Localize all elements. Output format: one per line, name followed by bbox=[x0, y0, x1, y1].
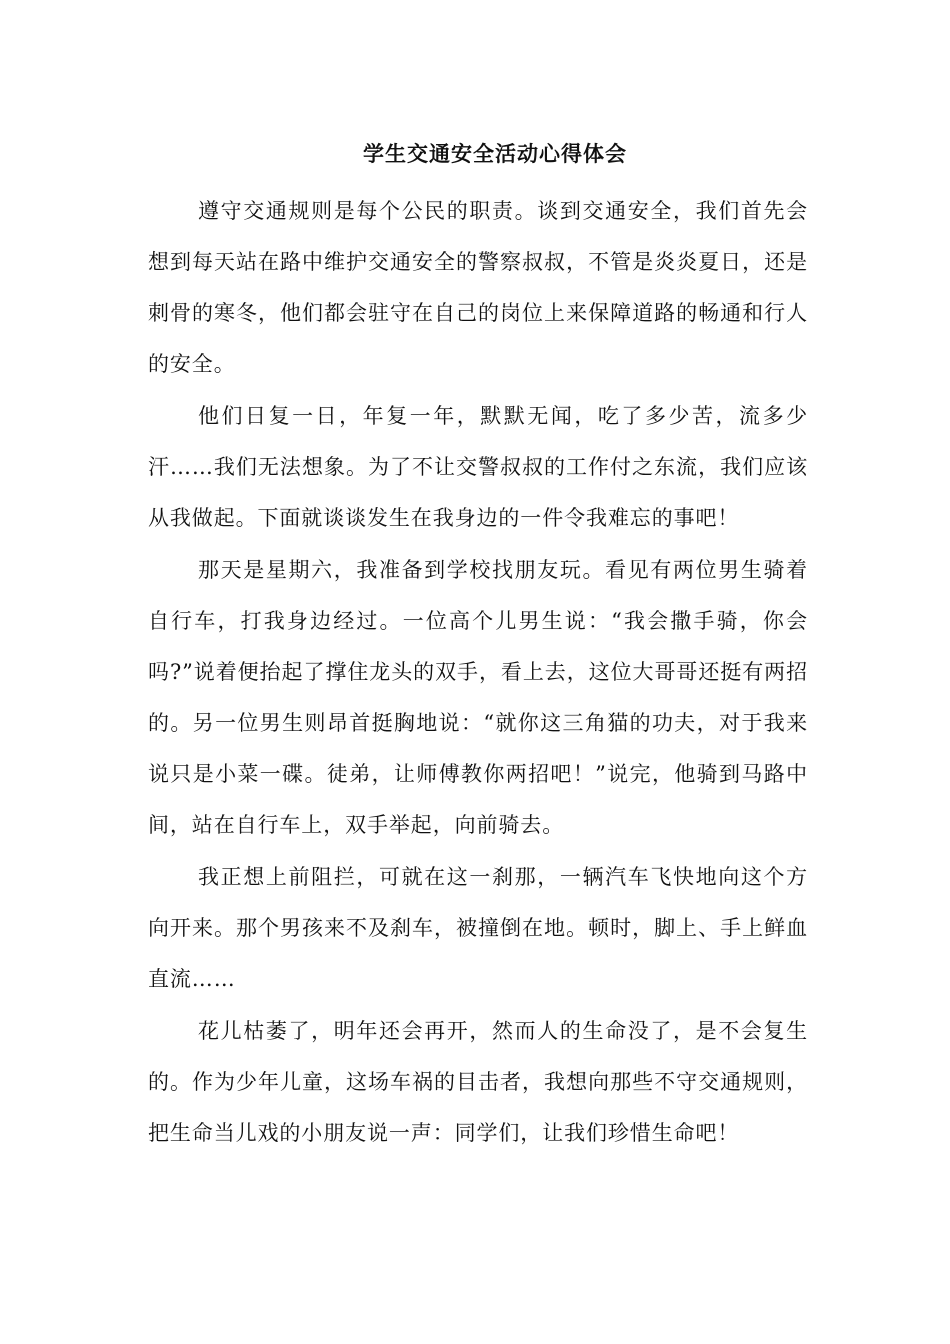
paragraph-4: 我正想上前阻拦，可就在这一刹那，一辆汽车飞快地向这个方向开来。那个男孩来不及刹车，被撞倒在地。顿时，脚上、手上鲜血直流…… bbox=[148, 865, 808, 991]
paragraph-5: 花儿枯萎了，明年还会再开，然而人的生命没了，是不会复生的。作为少年儿童，这场车祸的目击者，我想向那些不守交通规则，把生命当儿戏的小朋友说一声：同学们，让我们珍惜生命吧！ bbox=[148, 1019, 808, 1145]
paragraph-3: 那天是星期六，我准备到学校找朋友玩。看见有两位男生骑着自行车，打我身边经过。一位高个儿男生说：“我会撒手骑，你会吗?”说着便抬起了撑住龙头的双手，看上去，这位大哥哥还挺有两招的。另一位男生则昂首挺胸地说：“就你这三角猫的功夫，对于我来说只是小菜一碟。徒弟，让师傅教你两招吧！”说完，他骑到马路中间，站在自行车上，双手举起，向前骑去。 bbox=[148, 558, 808, 837]
document-title: 学生交通安全活动心得体会 bbox=[363, 141, 627, 166]
paragraph-2: 他们日复一日，年复一年，默默无闻，吃了多少苦，流多少汗……我们无法想象。为了不让交警叔叔的工作付之东流，我们应该从我做起。下面就谈谈发生在我身边的一件令我难忘的事吧！ bbox=[148, 404, 808, 530]
document-body bbox=[148, 186, 808, 1160]
paragraph-1: 遵守交通规则是每个公民的职责。谈到交通安全，我们首先会想到每天站在路中维护交通安全的警察叔叔，不管是炎炎夏日，还是刺骨的寒冬，他们都会驻守在自己的岗位上来保障道路的畅通和行人的安全。 bbox=[148, 199, 808, 376]
